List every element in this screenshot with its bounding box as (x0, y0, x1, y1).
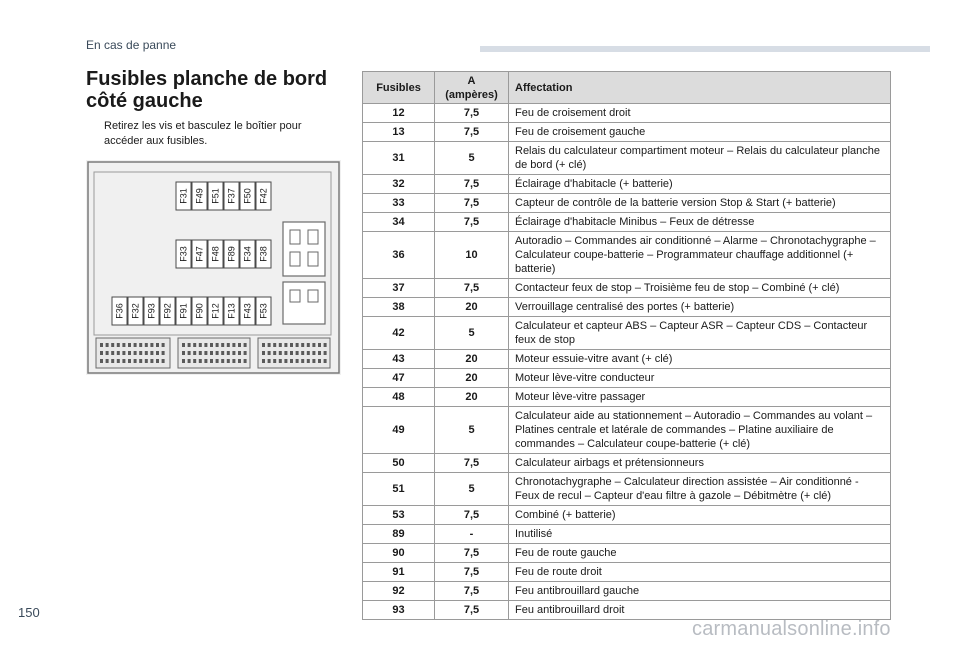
relay-upper (283, 222, 325, 276)
connector-pin (122, 359, 125, 363)
fuse-label: F42 (258, 188, 269, 204)
table-header-row (363, 72, 891, 104)
relay-block (283, 222, 325, 324)
table-row (363, 123, 891, 142)
connector-pin (128, 343, 131, 347)
fuse-label: F31 (178, 188, 189, 204)
cell-desc: Feu de route droit (509, 563, 891, 582)
section-header: En cas de panne (86, 38, 177, 52)
connector-pin (216, 351, 219, 355)
cell-fuse: 32 (363, 175, 435, 194)
connector-pin (227, 343, 230, 347)
connector-pin (128, 359, 131, 363)
table-row (363, 506, 891, 525)
connector-pin (279, 351, 282, 355)
cell-fuse: 38 (363, 298, 435, 317)
cell-fuse: 53 (363, 506, 435, 525)
connector-pin (193, 359, 196, 363)
connector-pin (111, 351, 114, 355)
connector-pin (150, 351, 153, 355)
connector-pin (188, 359, 191, 363)
connector-pin (301, 343, 304, 347)
connector-pin (122, 343, 125, 347)
cell-desc: Calculateur airbags et prétensionneurs (509, 454, 891, 473)
fuse-label: F13 (226, 303, 237, 319)
fuse-label: F53 (258, 303, 269, 319)
connector-pin (244, 343, 247, 347)
cell-fuse: 43 (363, 350, 435, 369)
table-row (363, 454, 891, 473)
connector-pin (279, 343, 282, 347)
connector-pin (111, 343, 114, 347)
connector-pin (318, 343, 321, 347)
cell-fuse: 13 (363, 123, 435, 142)
connector-pin (290, 359, 293, 363)
page-title (86, 68, 346, 112)
table-row (363, 350, 891, 369)
connector-pin (244, 359, 247, 363)
connector-pin (221, 343, 224, 347)
cell-amp: 7,5 (435, 104, 509, 123)
cell-desc: Calculateur aide au stationnement – Autoradio – Commandes au volant – Platines centrale et latérale de commandes – Platine auxiliaire de commandes – Calculateur coupe-batterie (+ clé) (509, 407, 891, 454)
connector-pin (182, 343, 185, 347)
fuse-label: F12 (210, 303, 221, 319)
cell-fuse: 51 (363, 473, 435, 506)
connector-pin (284, 351, 287, 355)
cell-amp: 5 (435, 317, 509, 350)
cell-fuse: 93 (363, 601, 435, 620)
connector-pin (221, 359, 224, 363)
table-row (363, 407, 891, 454)
header-assignment: Affectation (509, 72, 891, 104)
connector-pin (145, 343, 148, 347)
connector-pin (117, 343, 120, 347)
cell-fuse: 49 (363, 407, 435, 454)
table-row (363, 388, 891, 407)
connector-pin (290, 343, 293, 347)
cell-amp: 10 (435, 232, 509, 279)
connector-pin (307, 359, 310, 363)
connector-pin (324, 343, 327, 347)
connector-pin (268, 351, 271, 355)
connector-pin (106, 351, 109, 355)
connector-pin (162, 351, 165, 355)
cell-desc: Calculateur et capteur ABS – Capteur ASR – Capteur CDS – Contacteur feux de stop (509, 317, 891, 350)
cell-fuse: 90 (363, 544, 435, 563)
header-bar (480, 46, 930, 52)
cell-amp: 5 (435, 407, 509, 454)
cell-fuse: 89 (363, 525, 435, 544)
page-number: 150 (18, 605, 40, 620)
connector-pin (296, 359, 299, 363)
connector-pin (162, 343, 165, 347)
cell-fuse: 33 (363, 194, 435, 213)
connector-pin (204, 351, 207, 355)
connector-pin (204, 343, 207, 347)
cell-fuse: 91 (363, 563, 435, 582)
cell-amp: 7,5 (435, 175, 509, 194)
cell-desc: Feu de croisement gauche (509, 123, 891, 142)
connector-pin (312, 343, 315, 347)
relay-lower (283, 282, 325, 324)
connector-pin (128, 351, 131, 355)
connector-pin (221, 351, 224, 355)
connector-pin (290, 351, 293, 355)
fuse-label: F32 (130, 303, 141, 319)
connector-pin (216, 359, 219, 363)
connector-pin (273, 359, 276, 363)
connector-pin (204, 359, 207, 363)
connector-pin (100, 351, 103, 355)
connector-pin (296, 343, 299, 347)
connector-pin (216, 343, 219, 347)
instruction (86, 119, 340, 149)
table-row (363, 279, 891, 298)
connector-group (96, 338, 330, 368)
cell-desc: Autoradio – Commandes air conditionné – Alarme – Chronotachygraphe – Calculateur coupe-batterie – Programmateur chauffage additionnel (+ batterie) (509, 232, 891, 279)
cell-fuse: 31 (363, 142, 435, 175)
fuse-label: F37 (226, 188, 237, 204)
cell-amp: 20 (435, 298, 509, 317)
connector-pin (307, 343, 310, 347)
connector-pin (210, 343, 213, 347)
connector-pin (273, 351, 276, 355)
fuse-label: F50 (242, 188, 253, 204)
connector-pin (106, 343, 109, 347)
cell-fuse: 37 (363, 279, 435, 298)
fuse-label: F38 (258, 246, 269, 262)
table-row (363, 601, 891, 620)
table-row (363, 317, 891, 350)
connector-pin (100, 343, 103, 347)
cell-desc: Moteur essuie-vitre avant (+ clé) (509, 350, 891, 369)
cell-amp: 7,5 (435, 279, 509, 298)
connector-pin (156, 359, 159, 363)
fuse-label: F36 (114, 303, 125, 319)
cell-desc: Feu antibrouillard gauche (509, 582, 891, 601)
connector-pin (122, 351, 125, 355)
fuse-label: F33 (178, 246, 189, 262)
table-row (363, 213, 891, 232)
connector-pin (262, 351, 265, 355)
cell-amp: 20 (435, 369, 509, 388)
connector-pin (188, 343, 191, 347)
cell-desc: Combiné (+ batterie) (509, 506, 891, 525)
fuse-table (362, 71, 891, 620)
connector-pin (210, 359, 213, 363)
connector-pin (139, 343, 142, 347)
cell-desc: Inutilisé (509, 525, 891, 544)
table-row (363, 175, 891, 194)
cell-fuse: 50 (363, 454, 435, 473)
connector-pin (312, 351, 315, 355)
connector-pin (318, 359, 321, 363)
connector-pin (227, 359, 230, 363)
table-row (363, 473, 891, 506)
connector-pin (262, 359, 265, 363)
cell-desc: Contacteur feux de stop – Troisième feu de stop – Combiné (+ clé) (509, 279, 891, 298)
cell-desc: Moteur lève-vitre conducteur (509, 369, 891, 388)
connector-pin (182, 351, 185, 355)
connector-pin (106, 359, 109, 363)
fuse-label: F43 (242, 303, 253, 319)
watermark: carmanualsonline.info (692, 618, 891, 640)
header-fuses: Fusibles (363, 72, 435, 104)
cell-desc: Feu de route gauche (509, 544, 891, 563)
connector-pin (199, 359, 202, 363)
connector-pin (134, 343, 137, 347)
connector-pin (312, 359, 315, 363)
cell-fuse: 36 (363, 232, 435, 279)
instruction-text: Retirez les vis et basculez le boîtier pour accéder aux fusibles. (104, 120, 302, 147)
table-row (363, 194, 891, 213)
cell-fuse: 34 (363, 213, 435, 232)
table-row (363, 104, 891, 123)
cell-desc: Éclairage d'habitacle (+ batterie) (509, 175, 891, 194)
connector-pin (307, 351, 310, 355)
cell-desc: Chronotachygraphe – Calculateur direction assistée – Air conditionné - Feux de recul – Capteur d'eau filtre à gazole – Débitmètre (+ clé) (509, 473, 891, 506)
connector-pin (134, 351, 137, 355)
fuse-label: F91 (178, 303, 189, 319)
fuse-label: F48 (210, 246, 221, 262)
connector-pin (238, 343, 241, 347)
header-amperes: A (ampères) (435, 72, 509, 104)
table-row (363, 142, 891, 175)
cell-amp: 7,5 (435, 123, 509, 142)
connector-pin (150, 359, 153, 363)
connector-pin (296, 351, 299, 355)
cell-desc: Verrouillage centralisé des portes (+ batterie) (509, 298, 891, 317)
connector-pin (301, 351, 304, 355)
cell-desc: Relais du calculateur compartiment moteur – Relais du calculateur planche de bord (+ clé) (509, 142, 891, 175)
connector-pin (301, 359, 304, 363)
connector-pin (134, 359, 137, 363)
connector-pin (244, 351, 247, 355)
cell-amp: 7,5 (435, 544, 509, 563)
table-row (363, 232, 891, 279)
connector-pin (227, 351, 230, 355)
connector-pin (199, 351, 202, 355)
cell-amp: 7,5 (435, 194, 509, 213)
cell-fuse: 42 (363, 317, 435, 350)
cell-fuse: 47 (363, 369, 435, 388)
cell-amp: 7,5 (435, 563, 509, 582)
table-row (363, 544, 891, 563)
connector-pin (238, 359, 241, 363)
connector-pin (284, 359, 287, 363)
connector-pin (210, 351, 213, 355)
connector-pin (156, 343, 159, 347)
bullet-icon (86, 119, 104, 149)
fuse-box-illustration (86, 160, 341, 375)
cell-amp: 5 (435, 142, 509, 175)
connector-pin (324, 351, 327, 355)
cell-amp: 7,5 (435, 213, 509, 232)
connector-pin (238, 351, 241, 355)
cell-amp: 20 (435, 388, 509, 407)
table-row (363, 582, 891, 601)
title-line-2: côté gauche (86, 90, 203, 112)
cell-amp: 7,5 (435, 601, 509, 620)
connector-pin (150, 343, 153, 347)
connector-pin (199, 343, 202, 347)
table-row (363, 525, 891, 544)
connector-pin (117, 359, 120, 363)
connector-pin (262, 343, 265, 347)
fuse-label: F51 (210, 188, 221, 204)
cell-desc: Feu de croisement droit (509, 104, 891, 123)
connector-pin (268, 343, 271, 347)
connector-pin (117, 351, 120, 355)
fuse-label: F93 (146, 303, 157, 319)
fuse-label: F92 (162, 303, 173, 319)
connector-pin (232, 343, 235, 347)
connector-pin (318, 351, 321, 355)
fuse-label: F89 (226, 246, 237, 262)
connector-pin (193, 351, 196, 355)
cell-desc: Capteur de contrôle de la batterie version Stop & Start (+ batterie) (509, 194, 891, 213)
connector-pin (193, 343, 196, 347)
cell-amp: - (435, 525, 509, 544)
cell-amp: 20 (435, 350, 509, 369)
table-row (363, 369, 891, 388)
connector-pin (232, 351, 235, 355)
connector-pin (324, 359, 327, 363)
cell-amp: 7,5 (435, 506, 509, 525)
cell-desc: Moteur lève-vitre passager (509, 388, 891, 407)
connector-pin (100, 359, 103, 363)
connector-pin (162, 359, 165, 363)
cell-fuse: 12 (363, 104, 435, 123)
cell-amp: 7,5 (435, 454, 509, 473)
connector-pin (156, 351, 159, 355)
connector-pin (139, 359, 142, 363)
connector-pin (145, 351, 148, 355)
connector-pin (284, 343, 287, 347)
cell-amp: 7,5 (435, 582, 509, 601)
connector-pin (182, 359, 185, 363)
connector-pin (188, 351, 191, 355)
cell-amp: 5 (435, 473, 509, 506)
fuse-box-diagram (86, 160, 341, 375)
connector-pin (279, 359, 282, 363)
connector-pin (232, 359, 235, 363)
connector-pin (145, 359, 148, 363)
connector-pin (268, 359, 271, 363)
fuse-label: F34 (242, 246, 253, 262)
title-line-1: Fusibles planche de bord (86, 68, 328, 90)
fuse-label: F49 (194, 188, 205, 204)
connector-pin (139, 351, 142, 355)
connector-pin (273, 343, 276, 347)
fuse-label: F47 (194, 246, 205, 262)
cell-desc: Éclairage d'habitacle Minibus – Feux de détresse (509, 213, 891, 232)
cell-fuse: 48 (363, 388, 435, 407)
cell-fuse: 92 (363, 582, 435, 601)
table-row (363, 298, 891, 317)
connector-pin (111, 359, 114, 363)
cell-desc: Feu antibrouillard droit (509, 601, 891, 620)
table-row (363, 563, 891, 582)
fuse-label: F90 (194, 303, 205, 319)
